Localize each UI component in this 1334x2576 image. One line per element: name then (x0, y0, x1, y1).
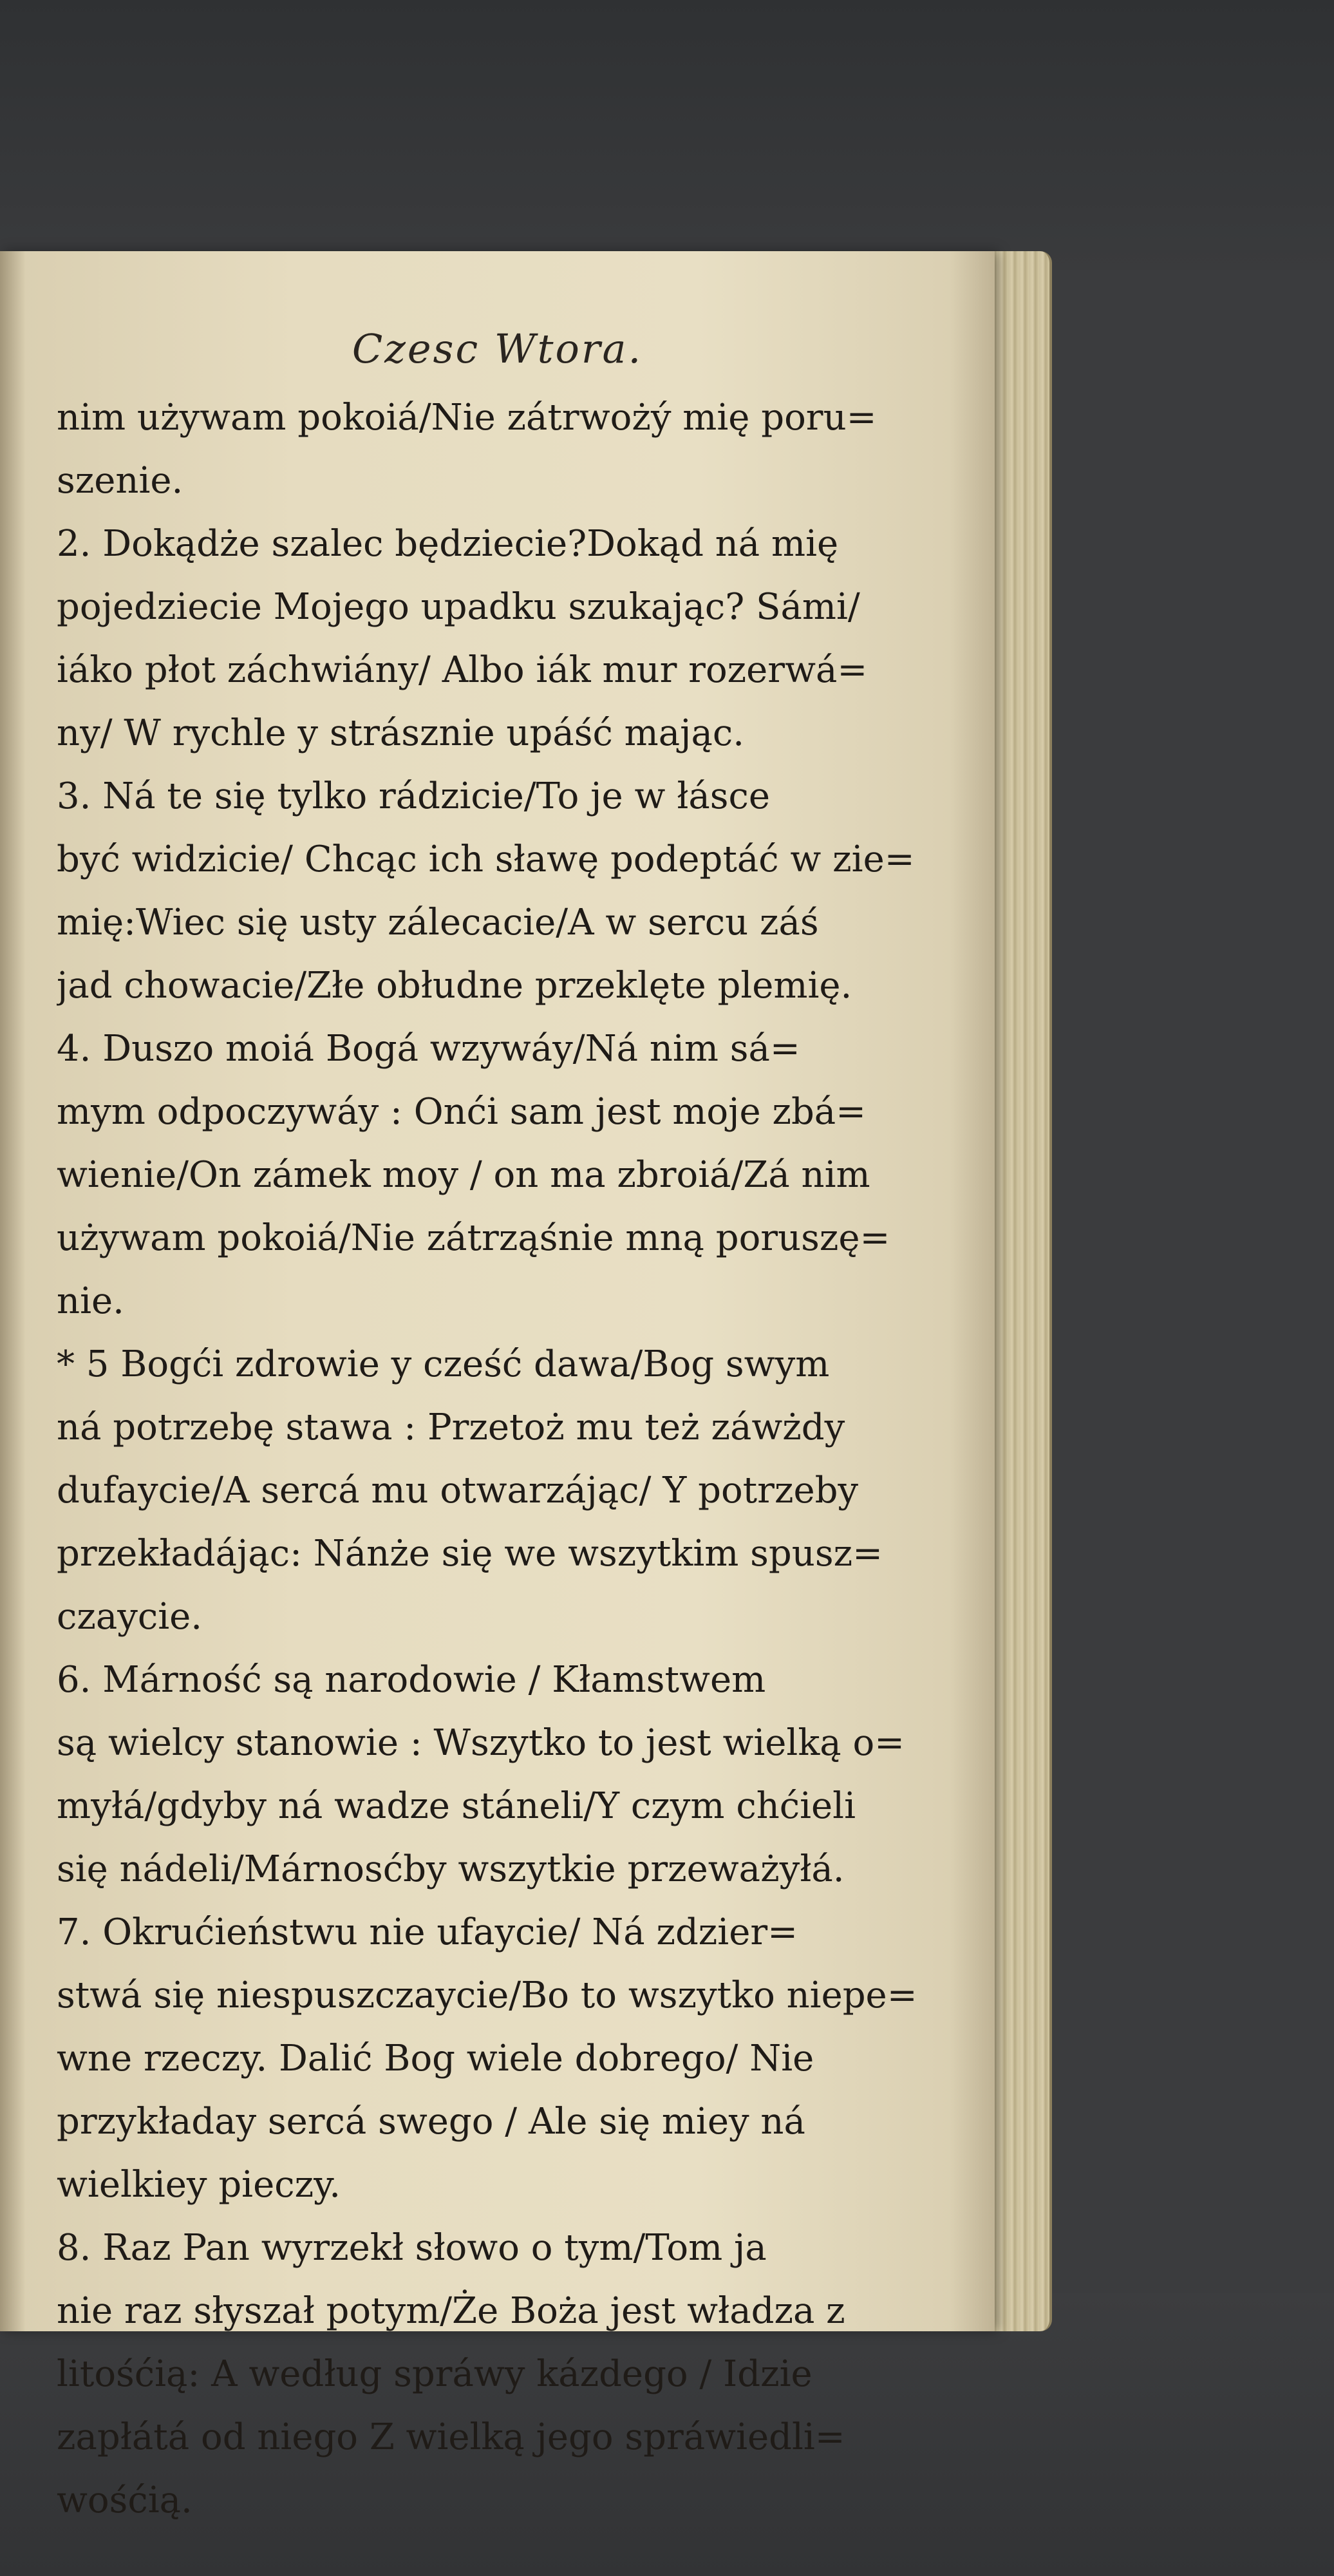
text-line: iáko płot záchwiány/ Albo iák mur rozerwá= (57, 649, 868, 691)
text-line: 2. Dokądże szalec będziecie?Dokąd ná mię (57, 523, 839, 565)
background-top (0, 0, 1334, 270)
text-line: pojedziecie Mojego upadku szukając? Sámi/ (57, 586, 860, 628)
text-line: 3. Ná te się tylko rádzicie/To je w łásce (57, 775, 770, 817)
text-line: być widzicie/ Chcąc ich sławę podeptáć w zie= (57, 838, 915, 880)
page-gutter-shadow (0, 251, 26, 2331)
text-line: szenie. (57, 460, 183, 502)
text-line: nim używam pokoiá/Nie zátrwożý mię poru= (57, 397, 877, 439)
text-line: wne rzeczy. Dalić Bog wiele dobrego/ Nie (57, 2038, 814, 2079)
text-line: się nádeli/Márnosćby wszytkie przeważyłá. (57, 1848, 845, 1890)
text-line: mię:Wiec się usty zálecacie/A w sercu záś (57, 902, 819, 943)
text-line: dufaycie/A sercá mu otwarzájąc/ Y potrzeby (57, 1470, 859, 1511)
text-line: 6. Márność są narodowie / Kłamstwem (57, 1659, 766, 1701)
text-line: litośćią: A według spráwy kázdego / Idzie (57, 2353, 813, 2395)
text-line: wośćią. (57, 2479, 193, 2521)
text-line: ny/ W rychle y strásznie upáść mając. (57, 712, 745, 754)
running-header: Czesc Wtora. (352, 325, 643, 372)
text-line: przekładájąc: Nánże się we wszytkim spusz= (57, 1533, 883, 1575)
text-block (57, 386, 945, 2532)
text-line: nie. (57, 1280, 124, 1322)
text-line: ná potrzebę stawa : Przetoż mu też záwżdy (57, 1406, 845, 1448)
text-line: mym odpoczywáy : Onći sam jest moje zbá= (57, 1091, 867, 1133)
text-line: 8. Raz Pan wyrzekł słowo o tym/Tom ja (57, 2227, 767, 2269)
text-line: 7. Okrućieństwu nie ufaycie/ Ná zdzier= (57, 1911, 798, 1953)
text-line: myłá/gdyby ná wadze stáneli/Y czym chćieli (57, 1785, 856, 1827)
text-line: 4. Duszo moiá Bogá wzywáy/Ná nim sá= (57, 1028, 800, 1070)
text-line: wielkiey pieczy. (57, 2164, 341, 2206)
text-line: zapłátá od niego Z wielką jego spráwiedli= (57, 2416, 845, 2458)
text-line: używam pokoiá/Nie zátrząśnie mną poruszę= (57, 1217, 890, 1259)
text-line: jad chowacie/Złe obłudne przeklęte plemię. (57, 965, 852, 1007)
text-line: przykładay sercá swego / Ale się miey ná (57, 2101, 805, 2143)
text-line: * 5 Bogći zdrowie y cześć dawa/Bog swym (57, 1343, 830, 1385)
text-line: czaycie. (57, 1596, 203, 1638)
text-line: wienie/On zámek moy / on ma zbroiá/Zá nim (57, 1154, 870, 1196)
text-line: są wielcy stanowie : Wszytko to jest wielką o= (57, 1722, 905, 1764)
text-line: stwá się niespuszczaycie/Bo to wszytko niepe= (57, 1975, 917, 2016)
text-line: nie raz słyszał potym/Że Boża jest władza z (57, 2290, 845, 2332)
